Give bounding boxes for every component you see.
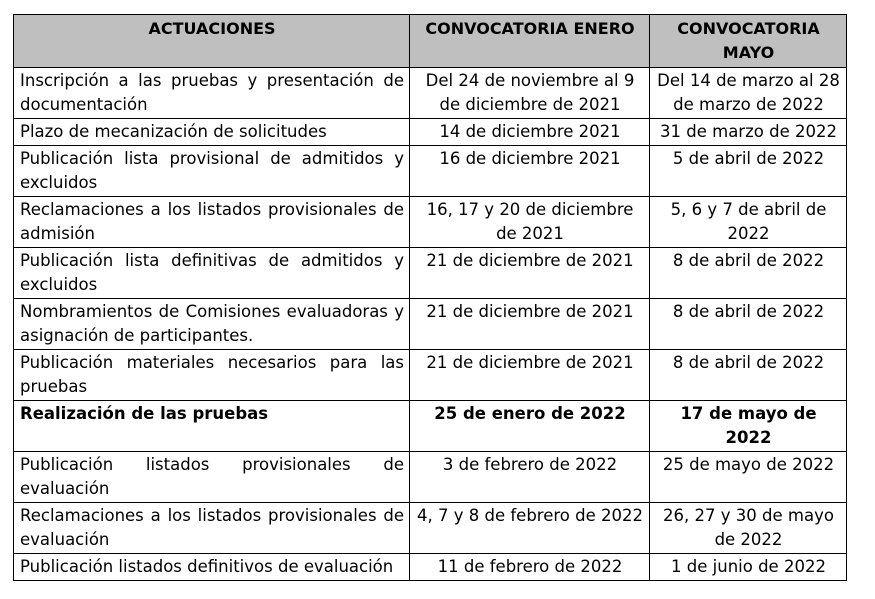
cell-convocatoria-enero: 3 de febrero de 2022	[410, 452, 650, 503]
table-row	[14, 68, 847, 119]
cell-convocatoria-enero: 21 de diciembre de 2021	[410, 299, 650, 350]
cell-actuacion: Reclamaciones a los listados provisionales de admisión	[14, 197, 410, 248]
cell-convocatoria-mayo: Del 14 de marzo al 28 de marzo de 2022	[650, 68, 847, 119]
cell-actuacion: Publicación materiales necesarios para las pruebas	[14, 350, 410, 401]
table-row	[14, 401, 847, 452]
header-convocatoria-mayo: CONVOCATORIA MAYO	[650, 15, 847, 68]
table-row	[14, 119, 847, 146]
cell-convocatoria-mayo: 5, 6 y 7 de abril de 2022	[650, 197, 847, 248]
cell-convocatoria-enero: 16 de diciembre 2021	[410, 146, 650, 197]
cell-convocatoria-enero: 11 de febrero de 2022	[410, 554, 650, 581]
cell-actuacion: Inscripción a las pruebas y presentación de documentación	[14, 68, 410, 119]
cell-actuacion: Reclamaciones a los listados provisionales de evaluación	[14, 503, 410, 554]
cell-actuacion: Publicación listados definitivos de evaluación	[14, 554, 410, 581]
table-row	[14, 554, 847, 581]
cell-convocatoria-mayo: 26, 27 y 30 de mayo de 2022	[650, 503, 847, 554]
cell-actuacion: Plazo de mecanización de solicitudes	[14, 119, 410, 146]
cell-convocatoria-mayo: 25 de mayo de 2022	[650, 452, 847, 503]
table-header	[14, 15, 847, 68]
cell-convocatoria-mayo: 1 de junio de 2022	[650, 554, 847, 581]
table-row	[14, 248, 847, 299]
cell-convocatoria-mayo: 8 de abril de 2022	[650, 299, 847, 350]
table-body	[14, 68, 847, 581]
cell-convocatoria-mayo: 17 de mayo de 2022	[650, 401, 847, 452]
cell-convocatoria-mayo: 8 de abril de 2022	[650, 350, 847, 401]
cell-convocatoria-enero: 14 de diciembre 2021	[410, 119, 650, 146]
cell-actuacion: Nombramientos de Comisiones evaluadoras y asignación de participantes.	[14, 299, 410, 350]
cell-convocatoria-enero: 16, 17 y 20 de diciembre de 2021	[410, 197, 650, 248]
table-row	[14, 503, 847, 554]
cell-convocatoria-enero: 21 de diciembre de 2021	[410, 350, 650, 401]
cell-convocatoria-enero: 4, 7 y 8 de febrero de 2022	[410, 503, 650, 554]
cell-actuacion: Publicación listados provisionales de evaluación	[14, 452, 410, 503]
header-actuaciones: ACTUACIONES	[14, 15, 410, 68]
schedule-table	[13, 14, 847, 581]
table-row	[14, 452, 847, 503]
cell-convocatoria-enero: 25 de enero de 2022	[410, 401, 650, 452]
cell-convocatoria-enero: 21 de diciembre de 2021	[410, 248, 650, 299]
document-page	[13, 14, 846, 581]
cell-convocatoria-enero: Del 24 de noviembre al 9 de diciembre de 2021	[410, 68, 650, 119]
cell-actuacion: Publicación lista definitivas de admitidos y excluidos	[14, 248, 410, 299]
cell-actuacion: Publicación lista provisional de admitidos y excluidos	[14, 146, 410, 197]
cell-convocatoria-mayo: 8 de abril de 2022	[650, 248, 847, 299]
table-row	[14, 197, 847, 248]
table-row	[14, 299, 847, 350]
header-row	[14, 15, 847, 68]
header-convocatoria-enero: CONVOCATORIA ENERO	[410, 15, 650, 68]
table-row	[14, 350, 847, 401]
cell-actuacion: Realización de las pruebas	[14, 401, 410, 452]
cell-convocatoria-mayo: 5 de abril de 2022	[650, 146, 847, 197]
cell-convocatoria-mayo: 31 de marzo de 2022	[650, 119, 847, 146]
table-row	[14, 146, 847, 197]
